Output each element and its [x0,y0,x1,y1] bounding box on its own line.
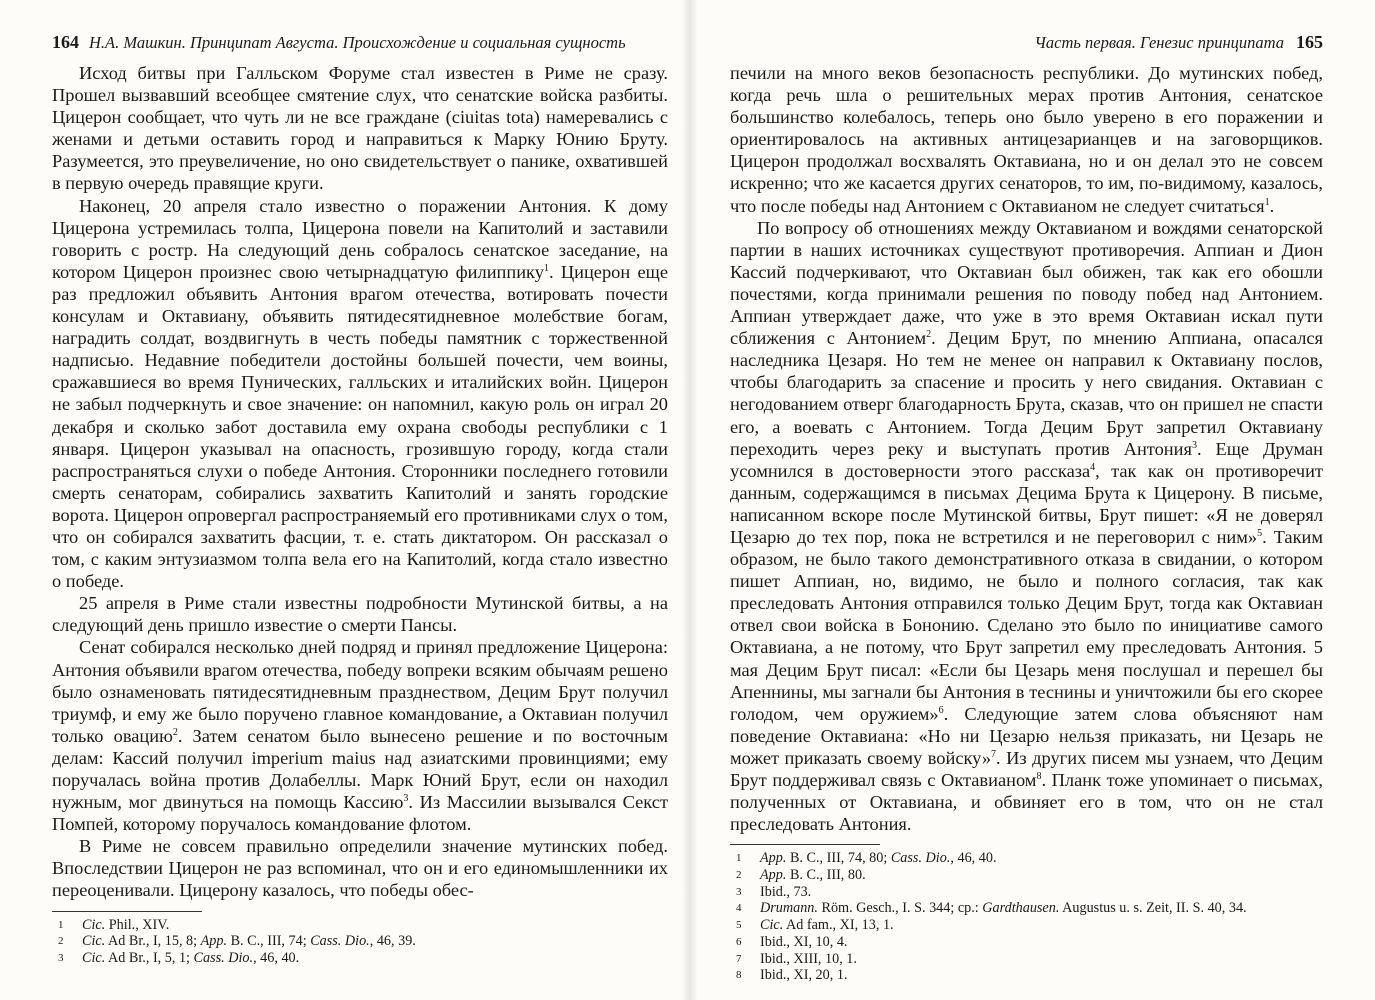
text-run: Ibid., XIII, 10, 1. [760,950,857,967]
text-run: Ad Br., I, 5, 1; [105,949,194,966]
text-run: Ad Br., I, 15, 8; [105,933,201,950]
footnote-number: 2 [736,868,742,881]
paragraph [52,592,668,636]
italic-source: Cic. [82,949,106,966]
right-page [690,0,1375,1000]
text-run: Röm. Gesch., I. S. 344; ср.: [817,900,983,917]
text-run: 25 апреля в Риме стали известны подробности Мутинской битвы, а на следующий день пришло известие о смерти Пансы. [52,593,668,636]
right-page-header [730,32,1323,62]
footnote [730,850,1323,867]
footnote-number: 1 [58,918,64,931]
right-running-head: Часть первая. Генезис принципата [1034,33,1284,52]
text-run: . Затем сенатом было вынесено решение и по восточным делам: Кассий получил imperium maius над азиатскими провинциями; ему поручалась война против Долабеллы. Марк Юний Брут, если он находил нужным, мог двинуться на помощь Кассию [52,725,668,813]
footnote-ref: 2 [926,329,932,340]
text-run: . Из Массилии вызывался Секст Помпей, которому поручалось командование флотом. [52,792,668,835]
text-run: По вопросу об отношениях между Октавианом и вождями сенаторской партии в наших источниках существуют противоречия. Аппиан и Дион Кассий подчеркивают, что Октавиан был обижен, так как его обошли почестями, когда принимали решения по поводу побед над Антонием. Аппиан утверждает даже, что уже в это время Октавиан искал пути сближения с Антонием [730,217,1323,349]
footnote [52,933,668,950]
footnote-number: 5 [736,919,742,932]
footnote-text [760,934,1323,951]
footnote [730,934,1323,951]
footnote-ref: 4 [1090,461,1096,473]
italic-source: Cass. Dio. [310,933,370,950]
footnote-number: 1 [736,852,742,865]
footnote-ref: 3 [1191,439,1197,451]
footnote [730,884,1323,901]
footnote-ref: 5 [1257,527,1263,539]
italic-source: App. [760,850,787,867]
text-run: . Следующие затем слова объясняют нам поведение Октавиана: «Но ни Цезарю нельзя приказать, ни Цезарь не может приказать своему войску» [730,703,1323,768]
italic-source: Cic. [82,916,106,933]
footnote-ref: 1 [543,262,549,274]
text-run: , 46, 40. [253,949,300,966]
italic-source: Drumann. [760,900,818,917]
footnote-ref: 3 [403,792,409,804]
footnote-text [760,850,1323,867]
footnote-ref: 6 [938,704,944,716]
right-footnotes [730,850,1323,984]
text-run: . [1269,195,1275,216]
footnote-ref: 7 [991,748,997,760]
text-run: Augustus u. s. Zeit, II. S. 40, 34. [1059,900,1247,917]
footnote-number: 3 [58,951,64,964]
footnote-number: 7 [736,952,742,965]
footnote-text [760,917,1323,934]
footnote-text [760,900,1323,917]
text-run: , 46, 40. [950,850,997,867]
text-run: Сенат собирался несколько дней подряд и принял предложение Цицерона: Антония объявили врагом отечества, победу вопреки всяким обычаям решено было ознаменовать пятидесятидневным празднеством, Децим Брут получил триумф, и ему же было поручено главное командование, а Октавиан получил только овацию [52,637,668,746]
left-page-body [52,62,668,902]
left-footnotes [52,917,668,967]
text-run: печили на много веков безопасность республики. До мутинских побед, когда речь шла о решительных мерах против Антония, сенатское большинство колебалось, теперь оно было уверено в его поражении и ориентировалось на активных антицезарианцев и на заговорщиков. Цицерон продолжал восхвалять Октавиана, но и он делал это не совсем искренно; что же касается других сенаторов, то им, по-видимому, казалось, что после победы над Антонием с Октавианом не следует считаться [730,63,1323,216]
footnote-number: 8 [736,969,742,982]
italic-source: Cass. Dio. [193,949,254,966]
text-run: . Таким образом, не было такого демонстративного отказа в свидании, о котором пишет Аппиан, но, видимо, не было и полного согласия, так как преследовать Антония отправился только Децим Брут, тогда как Октавиан отвел свои войска в Бононию. Сделано это было по инициативе самого Октавиана, а не потому, что Брут запретил ему преследовать Антония. 5 мая Децим Брут писал: «Если бы Цезарь меня послушал и перешел бы Апеннины, мы загнали бы Антония в теснины и уничтожили бы его скорее голодом, чем оружием» [730,526,1323,724]
italic-source: App. [760,866,787,883]
footnote-text [760,867,1323,884]
left-page-number: 164 [52,32,79,52]
italic-source: Cic. [760,917,784,934]
right-footnote-rule [730,844,880,845]
footnote-text [760,967,1323,984]
footnote [730,951,1323,968]
italic-source: App. [200,933,228,950]
paragraph [52,62,668,195]
footnote-text [82,917,668,934]
text-run: B. C., III, 80. [786,866,866,883]
text-run: . Еще Друман усомнился в достоверности этого рассказа [730,438,1323,481]
text-run: Ibid., 73. [760,883,812,900]
text-run: , 46, 39. [369,933,416,950]
text-run: Исход битвы при Галльском Форуме стал известен в Риме не сразу. Прошел вызвавший всеобщее смятение слух, что сенатские войска разбиты. Цицерон сообщает, что чуть ли не все граждане (ciuitas tota) намеревались с женами и детьми оставить город и направиться к Марку Юнию Бруту. Разумеется, это преувеличение, но оно свидетельствует о панике, охватившей в первую очередь правящие круги. [52,63,668,194]
text-run: , так как он противоречит данным, содержащимся в письмах Децима Брута к Цицерону. В письме, написанном вскоре после Мутинской битвы, Брут пишет: «Я не доверял Цезарю до тех пор, пока не встретился и не переговорил с ним» [730,460,1323,547]
paragraph [730,62,1323,217]
footnote [52,950,668,967]
footnote-text [82,950,668,967]
footnote [730,900,1323,917]
left-running-head: Н.А. Машкин. Принципат Августа. Происхождение и социальная сущность [89,33,626,52]
italic-source: Cass. Dio. [890,850,951,867]
footnote-number: 3 [736,885,742,898]
left-page-header [52,32,668,62]
footnote-ref: 2 [172,726,178,738]
footnote-number: 2 [58,935,64,948]
footnote [730,917,1323,934]
text-run: . Планк тоже упоминает о письмах, полученных от Октавиана, и обвиняет его в том, что он не стал преследовать Антония. [730,770,1323,835]
paragraph [52,636,668,835]
right-page-number: 165 [1296,32,1323,52]
footnote [52,917,668,934]
footnote-text [760,951,1323,968]
footnote [730,967,1323,984]
right-page-body [730,62,1323,835]
left-footnote-rule [52,911,202,912]
text-run: Наконец, 20 апреля стало известно о поражении Антония. К дому Цицерона устремилась толпа, Цицерона повели на Капитолий и заставили говорить с ростр. На следующий день собралось сенатское заседание, на котором Цицерон произнес свою четырнадцатую филиппику [52,195,668,282]
text-run: . Децим Брут, по мнению Аппиана, опасался наследника Цезаря. Но тем не менее он направил к Октавиану послов, чтобы благодарить за спасение и просить у него свидания. Октавиан с негодованием отверг благодарность Брута, сказав, что он пришел не спасти его, а воевать с Антонием. Тогда Децим Брут запретил Октавиану переходить через реку и выступать против Антония [730,328,1323,459]
italic-source: Cic. [82,933,106,950]
text-run: Ad fam., XI, 13, 1. [783,917,894,934]
footnote-text [82,933,668,950]
footnote-text [760,884,1323,901]
text-run: B. C., III, 74; [227,933,311,950]
paragraph [52,195,668,593]
text-run: Ibid., XI, 20, 1. [760,967,848,984]
text-run: . Цицерон еще раз предложил объявить Антония врагом отечества, вотировать почести консулам и Октавиану, объявить пятидесятидневное молебствие богам, наградить солдат, воздвигнуть в честь победы памятник с торжественной надписью. Недавние победители достойны большей почести, чем воины, сражавшиеся во время Пунических, галльских и италийских войн. Цицерон не забыл подчеркнуть и свое значение: он напомнил, какую роль он играл 20 декабря и сколько забот доставила ему охрана свободы республики с 1 января. Цицерон указывал на опасность, грозившую городу, когда стали распространяться слухи о победе Антония. Сторонники последнего готовили смерть сенаторам, собирались захватить Капитолий и занять городские ворота. Цицерон опровергал распространяемый его противниками слух о том, что он собирался захватить фасции, т. е. стать диктатором. Он рассказал о том, с каким энтузиазмом толпа вела его на Капитолий, когда стало известно о победе. [52,261,668,592]
italic-source: Gardthausen. [982,900,1060,917]
text-run: Ibid., XI, 10, 4. [760,933,848,950]
footnote-ref: 8 [1036,770,1042,782]
text-run: Phil., XIV. [105,916,170,933]
paragraph [52,835,668,901]
footnote [730,867,1323,884]
footnote-number: 4 [736,902,742,915]
footnote-number: 6 [736,935,742,948]
footnote-ref: 1 [1264,196,1270,208]
paragraph [730,217,1323,836]
text-run: В Риме не совсем правильно определили значение мутинских побед. Впоследствии Цицерон не раз вспоминал, что он и его единомышленники их переоценивали. Цицерону казалось, что победы обес- [52,836,668,901]
text-run: B. C., III, 74, 80; [786,850,891,867]
text-run: . Из других писем мы узнаем, что Децим Брут поддерживал связь с Октавианом [730,747,1323,790]
